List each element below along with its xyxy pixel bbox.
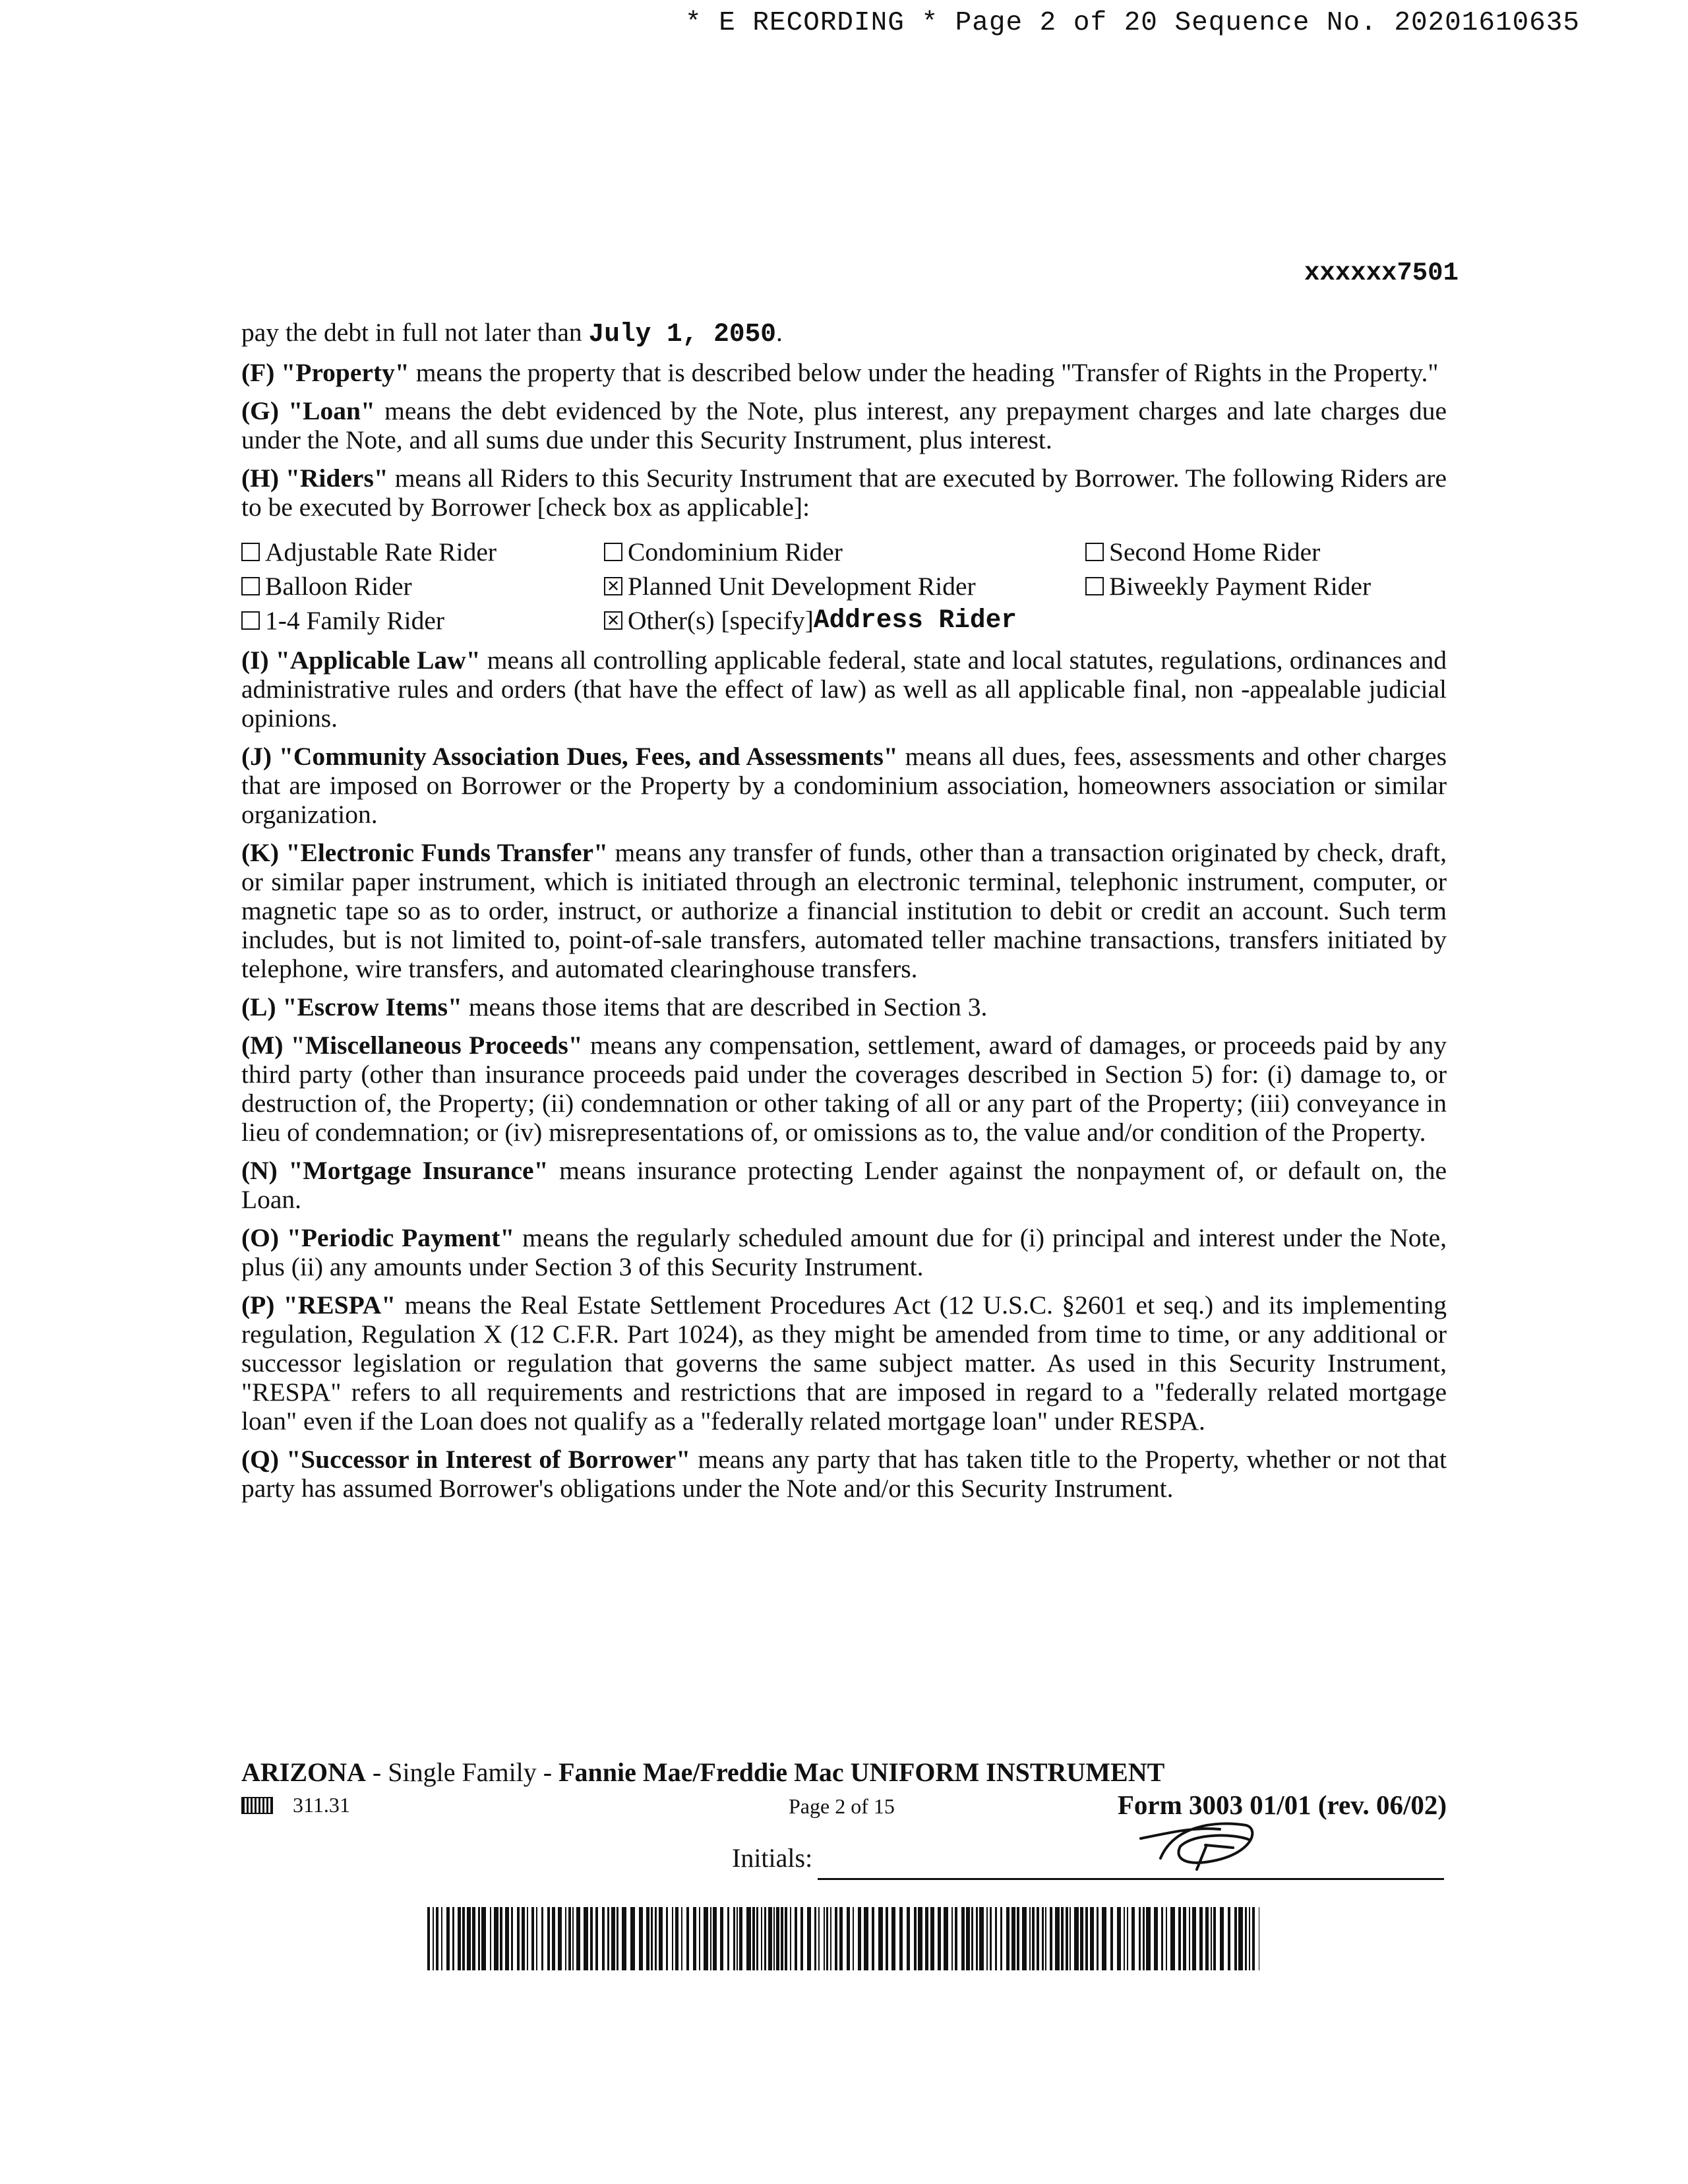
- initials-signature-icon: [1134, 1807, 1266, 1879]
- barcode-bar: [1110, 1907, 1113, 1970]
- rider-second-home: Second Home Rider: [1085, 536, 1447, 568]
- barcode-bar: [756, 1907, 758, 1970]
- barcode-bar: [1211, 1907, 1212, 1970]
- barcode-bar: [864, 1907, 868, 1970]
- barcode-bar: [1117, 1907, 1121, 1970]
- checkbox-icon[interactable]: [604, 611, 622, 630]
- barcode-bar: [739, 1907, 742, 1970]
- barcode-bar: [914, 1907, 917, 1970]
- barcode-bar: [1139, 1907, 1141, 1970]
- barcode-bar: [776, 1907, 779, 1970]
- barcode-bar: [572, 1907, 574, 1970]
- definition-M: (M) "Miscellaneous Proceeds" means any compensation, settlement, award of damages, or proceeds paid by any third party (other than insurance proceeds paid under the coverages described in Section 5) for: (i) damage to, or destruction of, the Property; (ii) condemnation or other taking of all or any part of the Property; (iii) conveyance in lieu of condemnation; or (iv) misrepresentations of, or omissions as to, the value and/or condition of the Property.: [241, 1031, 1447, 1147]
- barcode-bar: [1189, 1907, 1190, 1970]
- barcode-bar: [639, 1907, 643, 1970]
- barcode-bar: [602, 1907, 605, 1970]
- barcode-bar: [441, 1907, 442, 1970]
- barcode-bar: [1070, 1907, 1071, 1970]
- barcode-bar: [1170, 1907, 1175, 1970]
- definition-N: (N) "Mortgage Insurance" means insurance protecting Lender against the nonpayment of, or default on, the Loan.: [241, 1156, 1447, 1214]
- barcode-bar: [878, 1907, 883, 1970]
- barcode-bar: [704, 1907, 708, 1970]
- rider-1-4-family: 1-4 Family Rider: [241, 605, 604, 636]
- barcode-bar: [576, 1907, 580, 1970]
- barcode-bar: [800, 1907, 803, 1970]
- barcode-bar: [764, 1907, 766, 1970]
- barcode-bar: [433, 1907, 434, 1970]
- barcode-bar: [565, 1907, 566, 1970]
- barcode-bar: [944, 1907, 948, 1970]
- barcode-bar: [986, 1907, 988, 1970]
- riders-checklist: [241, 536, 1447, 636]
- barcode-bar: [773, 1907, 775, 1970]
- barcode-bar: [622, 1907, 626, 1970]
- barcode-bar: [462, 1907, 465, 1970]
- intro-paragraph: pay the debt in full not later than July 1, 2050.: [241, 318, 783, 349]
- barcode-bar: [436, 1907, 438, 1970]
- barcode-bar: [1045, 1907, 1046, 1970]
- barcode-bar: [818, 1907, 820, 1970]
- checkbox-icon[interactable]: [604, 543, 622, 561]
- barcode-bar: [446, 1907, 450, 1970]
- footer-instrument-line: ARIZONA - Single Family - Fannie Mae/Freddie Mac UNIFORM INSTRUMENT: [241, 1757, 1165, 1787]
- barcode-bar: [1245, 1907, 1247, 1970]
- definition-K: (K) "Electronic Funds Transfer" means any transfer of funds, other than a transaction originated by check, draft, or similar paper instrument, which is initiated through an electronic terminal, telephonic instrument, computer, or magnetic tape so as to order, instruct, or authorize a financial institution to debit or credit an account. Such term includes, but is not limited to, point-of-sale transfers, automated teller machine transactions, transfers initiated by telephone, wire transfers, and automated clearinghouse transfers.: [241, 838, 1447, 983]
- barcode-bar: [686, 1907, 689, 1970]
- barcode-bar: [1050, 1907, 1052, 1970]
- form-code: 311.31: [241, 1793, 350, 1817]
- barcode-bar: [1022, 1907, 1027, 1970]
- barcode-bar: [795, 1907, 797, 1970]
- barcode-bar: [966, 1907, 970, 1970]
- barcode-bar: [872, 1907, 874, 1970]
- barcode-bar: [752, 1907, 755, 1970]
- rider-condominium: Condominium Rider: [604, 536, 1085, 568]
- barcode-bar: [785, 1907, 787, 1970]
- checkbox-icon[interactable]: [241, 543, 260, 561]
- barcode-bar: [681, 1907, 682, 1970]
- maturity-date: July 1, 2050: [588, 319, 776, 349]
- barcode-bar: [830, 1907, 831, 1970]
- barcode-bar: [505, 1907, 509, 1970]
- definition-Q: (Q) "Successor in Interest of Borrower" means any party that has taken title to the Property, whether or not that party has assumed Borrower's obligations under the Note and/or this Security Instrument.: [241, 1445, 1447, 1503]
- definition-O: (O) "Periodic Payment" means the regularly scheduled amount due for (i) principal and interest under the Note, plus (ii) any amounts under Section 3 of this Security Instrument.: [241, 1223, 1447, 1281]
- barcode-bar: [1234, 1907, 1237, 1970]
- rider-biweekly-payment: Biweekly Payment Rider: [1085, 570, 1447, 602]
- barcode-bar: [1066, 1907, 1068, 1970]
- checkbox-icon[interactable]: [604, 577, 622, 595]
- definition-G: (G) "Loan" means the debt evidenced by the Note, plus interest, any prepayment charges and late charges due under the Note, and all sums due under this Security Instrument, plus interest.: [241, 396, 1447, 454]
- definition-L: (L) "Escrow Items" means those items that are described in Section 3.: [241, 992, 988, 1021]
- barcode-bar: [547, 1907, 550, 1970]
- recording-header: * E RECORDING * Page 2 of 20 Sequence No. 20201610635: [684, 8, 1580, 38]
- checkbox-icon[interactable]: [241, 577, 260, 595]
- definition-F: (F) "Property" means the property that is described below under the heading "Transfer of Rights in the Property.": [241, 358, 1439, 387]
- barcode-bar: [961, 1907, 965, 1970]
- barcode-bar: [824, 1907, 825, 1970]
- barcode-bar: [531, 1907, 534, 1970]
- barcode-bar: [558, 1907, 562, 1970]
- barcode-bar: [1192, 1907, 1196, 1970]
- barcode-bar: [672, 1907, 673, 1970]
- barcode-bar: [1097, 1907, 1099, 1970]
- barcode-bar: [472, 1907, 475, 1970]
- barcode-bar: [490, 1907, 491, 1970]
- barcode-bar: [761, 1907, 762, 1970]
- barcode-bar: [1000, 1907, 1002, 1970]
- definition-P: (P) "RESPA" means the Real Estate Settlement Procedures Act (12 U.S.C. §2601 et seq.) and its implementing regulation, Regulation X (12 C.F.R. Part 1024), as they might be amended from time to time, or any additional or successor legislation or regulation that governs the same subject matter. As used in this Security Instrument, "RESPA" refers to all requirements and restrictions that are imposed in regard to a "federally related mortgage loan" even if the Loan does not qualify as a "federally related mortgage loan" under RESPA.: [241, 1290, 1447, 1436]
- barcode-bar: [611, 1907, 615, 1970]
- rider-balloon: Balloon Rider: [241, 570, 604, 602]
- barcode-bar: [478, 1907, 480, 1970]
- barcode-bar: [1061, 1907, 1064, 1970]
- barcode-bar: [1238, 1907, 1243, 1970]
- barcode-bar: [1032, 1907, 1035, 1970]
- barcode-bar: [733, 1907, 735, 1970]
- barcode-bar: [699, 1907, 700, 1970]
- barcode-bar: [853, 1907, 854, 1970]
- barcode-bar: [1085, 1907, 1088, 1970]
- barcode-bar: [458, 1907, 461, 1970]
- barcode-bar: [899, 1907, 903, 1970]
- barcode-bar: [1037, 1907, 1039, 1970]
- barcode-bar: [1199, 1907, 1203, 1970]
- barcode-bar: [617, 1907, 618, 1970]
- barcode-bar: [1143, 1907, 1145, 1970]
- barcode-bar: [1213, 1907, 1216, 1970]
- barcode-bar: [938, 1907, 941, 1970]
- barcode-bar: [1127, 1907, 1128, 1970]
- rider-adjustable-rate: Adjustable Rate Rider: [241, 536, 604, 568]
- barcode-bar: [713, 1907, 717, 1970]
- barcode-bar: [1017, 1907, 1019, 1970]
- barcode-bar: [452, 1907, 454, 1970]
- initials-label: Initials:: [732, 1843, 813, 1873]
- definition-H: (H) "Riders" means all Riders to this Security Instrument that are executed by Borrower. The following Riders are to be executed by Borrower [check box as applicable]:: [241, 464, 1447, 522]
- barcode-bar: [527, 1907, 528, 1970]
- barcode-bar: [467, 1907, 471, 1970]
- barcode-bar: [995, 1907, 997, 1970]
- barcode-bar: [737, 1907, 738, 1970]
- barcode-bar: [511, 1907, 513, 1970]
- barcode-bar: [541, 1907, 543, 1970]
- barcode-bar: [481, 1907, 486, 1970]
- barcode-bar: [918, 1907, 922, 1970]
- form-number: Form 3003 01/01 (rev. 06/02): [1117, 1790, 1447, 1820]
- form-page-number: Page 2 of 15: [789, 1794, 895, 1818]
- barcode-bar: [979, 1907, 984, 1970]
- barcode-bar: [976, 1907, 978, 1970]
- barcode-bar: [930, 1907, 934, 1970]
- barcode-bar: [1090, 1907, 1094, 1970]
- rider-other: ✕ Other(s) [specify] Address Rider: [604, 605, 1085, 636]
- barcode-bar: [847, 1907, 850, 1970]
- barcode-bar: [595, 1907, 598, 1970]
- barcode-bar: [666, 1907, 668, 1970]
- barcode-bar: [955, 1907, 957, 1970]
- barcode-bar: [630, 1907, 635, 1970]
- barcode-bar: [1183, 1907, 1186, 1970]
- barcode-bar: [814, 1907, 816, 1970]
- barcode-bar: [655, 1907, 657, 1970]
- barcode-bar: [500, 1907, 502, 1970]
- publisher-logo-icon: [241, 1797, 273, 1814]
- barcode-bar: [1102, 1907, 1106, 1970]
- barcode-bar: [1080, 1907, 1083, 1970]
- barcode-bar: [607, 1907, 609, 1970]
- document-body: [241, 318, 1447, 1512]
- barcode-bar: [826, 1907, 828, 1970]
- barcode-bar: [584, 1907, 588, 1970]
- barcode-bar: [1042, 1907, 1044, 1970]
- initials-line[interactable]: [818, 1878, 1444, 1880]
- barcode-bar: [907, 1907, 910, 1970]
- barcode-bar: [494, 1907, 498, 1970]
- barcode-bar: [1220, 1907, 1224, 1970]
- checkbox-icon[interactable]: [241, 611, 260, 630]
- barcode-bar: [858, 1907, 861, 1970]
- rider-other-specify: Address Rider: [813, 605, 1017, 635]
- barcode-bar: [1074, 1907, 1079, 1970]
- barcode-bar: [1161, 1907, 1163, 1970]
- barcode-bar: [1146, 1907, 1151, 1970]
- loan-number: xxxxxx7501: [1304, 258, 1459, 288]
- barcode-bar: [693, 1907, 696, 1970]
- barcode-bar: [951, 1907, 953, 1970]
- barcode-bar: [646, 1907, 649, 1970]
- barcode-bar: [781, 1907, 783, 1970]
- barcode-bar: [790, 1907, 791, 1970]
- barcode-bar: [1124, 1907, 1125, 1970]
- barcode-bar: [727, 1907, 729, 1970]
- barcode-bar: [1131, 1907, 1135, 1970]
- barcode-bar: [1055, 1907, 1060, 1970]
- barcode-bar: [886, 1907, 888, 1970]
- barcode-bar: [651, 1907, 653, 1970]
- barcode-bar: [427, 1907, 430, 1970]
- barcode-bar: [1252, 1907, 1255, 1970]
- barcode-bar: [1006, 1907, 1010, 1970]
- barcode-bar: [720, 1907, 723, 1970]
- barcode-bar: [710, 1907, 711, 1970]
- barcode-bar: [552, 1907, 555, 1970]
- rider-planned-unit-development: ✕ Planned Unit Development Rider: [604, 570, 1085, 602]
- barcode-icon: [427, 1907, 1259, 1970]
- definition-I: (I) "Applicable Law" means all controlling applicable federal, state and local statutes, regulations, ordinances and administrative rules and orders (that have the effect of law) as well as all applicable final, non -appealable judicial opinions.: [241, 646, 1447, 733]
- barcode-bar: [807, 1907, 811, 1970]
- barcode-bar: [891, 1907, 895, 1970]
- barcode-bar: [517, 1907, 520, 1970]
- barcode-bar: [1249, 1907, 1250, 1970]
- barcode-bar: [835, 1907, 837, 1970]
- barcode-bar: [1205, 1907, 1209, 1970]
- barcode-bar: [536, 1907, 537, 1970]
- checkbox-icon[interactable]: [1085, 543, 1104, 561]
- barcode-bar: [768, 1907, 772, 1970]
- barcode-bar: [1011, 1907, 1015, 1970]
- checkbox-icon[interactable]: [1085, 577, 1104, 595]
- definition-J: (J) "Community Association Dues, Fees, and Assessments" means all dues, fees, assessments and other charges that are imposed on Borrower or the Property by a condominium association, homeowners association or similar organization.: [241, 742, 1447, 829]
- barcode-bar: [746, 1907, 751, 1970]
- barcode-bar: [1228, 1907, 1230, 1970]
- barcode-bar: [925, 1907, 928, 1970]
- barcode-bar: [990, 1907, 992, 1970]
- barcode-bar: [971, 1907, 973, 1970]
- barcode-bar: [839, 1907, 843, 1970]
- barcode-bar: [522, 1907, 525, 1970]
- barcode-bar: [1029, 1907, 1031, 1970]
- barcode-bar: [1154, 1907, 1158, 1970]
- barcode-bar: [1178, 1907, 1181, 1970]
- barcode-bar: [659, 1907, 663, 1970]
- barcode-bar: [568, 1907, 571, 1970]
- barcode-bar: [1166, 1907, 1167, 1970]
- barcode-bar: [590, 1907, 593, 1970]
- barcode-bar: [675, 1907, 678, 1970]
